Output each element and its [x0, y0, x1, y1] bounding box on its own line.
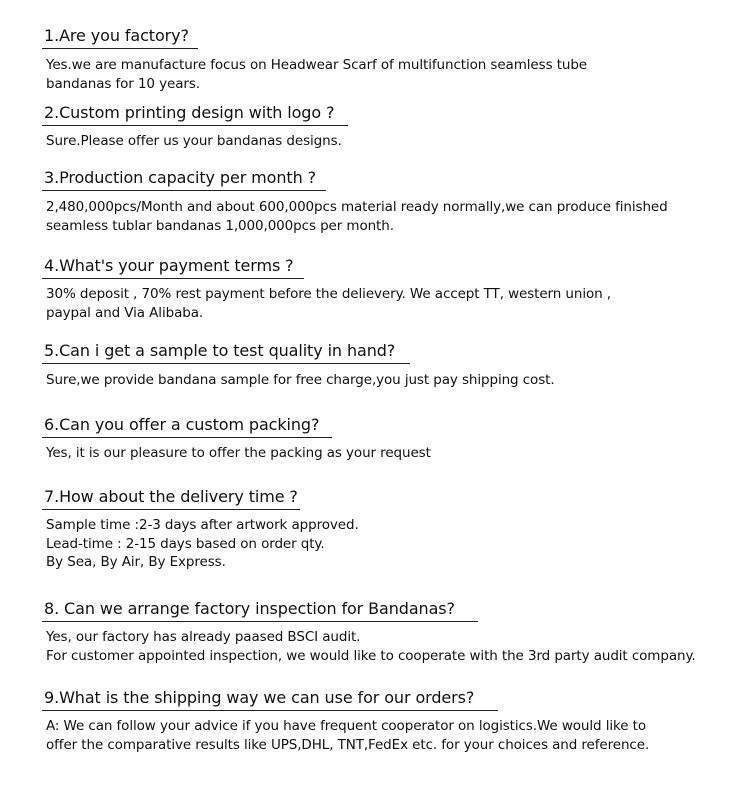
- faq-answer-2: [46, 132, 342, 151]
- question-underline: [42, 437, 332, 438]
- answer-line: Sure,we provide bandana sample for free charge,you just pay shipping cost.: [46, 372, 555, 388]
- faq-question-6: 6.Can you offer a custom packing?: [44, 415, 320, 434]
- faq-answer-8: [46, 628, 696, 665]
- answer-line: Yes, it is our pleasure to offer the packing as your request: [46, 445, 431, 461]
- answer-line: Lead-time : 2-15 days based on order qty.: [46, 535, 325, 552]
- faq-question-8: 8. Can we arrange factory inspection for Bandanas?: [44, 599, 455, 618]
- question-underline: [42, 509, 300, 510]
- faq-question-3: 3.Production capacity per month ?: [44, 168, 316, 187]
- faq-question-1: 1.Are you factory?: [44, 26, 189, 45]
- question-underline: [42, 48, 198, 49]
- answer-line: Sure.Please offer us your bandanas designs.: [46, 133, 342, 149]
- faq-answer-9: [46, 717, 649, 754]
- faq-answer-7: [46, 516, 359, 572]
- faq-question-5: 5.Can i get a sample to test quality in hand?: [44, 341, 396, 360]
- faq-question-4: 4.What's your payment terms ?: [44, 256, 294, 275]
- question-underline: [42, 190, 326, 191]
- answer-line: A: We can follow your advice if you have frequent cooperator on logistics.We would like to: [46, 718, 646, 734]
- question-underline: [42, 710, 498, 711]
- faq-answer-1: [46, 56, 587, 93]
- answer-line: offer the comparative results like UPS,DHL, TNT,FedEx etc. for your choices and reference.: [46, 736, 650, 753]
- answer-line: bandanas for 10 years.: [46, 75, 200, 92]
- answer-line: Yes.we are manufacture focus on Headwear Scarf of multifunction seamless tube: [46, 57, 588, 73]
- question-underline: [42, 125, 348, 126]
- question-underline: [42, 621, 478, 622]
- faq-answer-4: [46, 285, 611, 322]
- faq-question-2: 2.Custom printing design with logo ?: [44, 103, 335, 122]
- faq-answer-5: [46, 371, 555, 390]
- answer-line: seamless tublar bandanas 1,000,000pcs per month.: [46, 217, 394, 234]
- answer-line: Sample time :2-3 days after artwork approved.: [46, 517, 359, 533]
- answer-line: By Sea, By Air, By Express.: [46, 554, 226, 570]
- question-underline: [42, 278, 304, 279]
- faq-question-9: 9.What is the shipping way we can use for our orders?: [44, 688, 475, 707]
- faq-question-7: 7.How about the delivery time ?: [44, 487, 298, 506]
- question-underline: [42, 363, 410, 364]
- answer-line: paypal and Via Alibaba.: [46, 304, 204, 321]
- answer-line: Yes, our factory has already paased BSCI audit.: [46, 629, 361, 645]
- faq-answer-3: [46, 198, 668, 235]
- answer-line: 30% deposit , 70% rest payment before the delievery. We accept TT, western union ,: [46, 286, 611, 302]
- faq-answer-6: [46, 444, 431, 463]
- answer-line: For customer appointed inspection, we would like to cooperate with the 3rd party audit company.: [46, 647, 696, 664]
- answer-line: 2,480,000pcs/Month and about 600,000pcs material ready normally,we can produce finished: [46, 199, 668, 215]
